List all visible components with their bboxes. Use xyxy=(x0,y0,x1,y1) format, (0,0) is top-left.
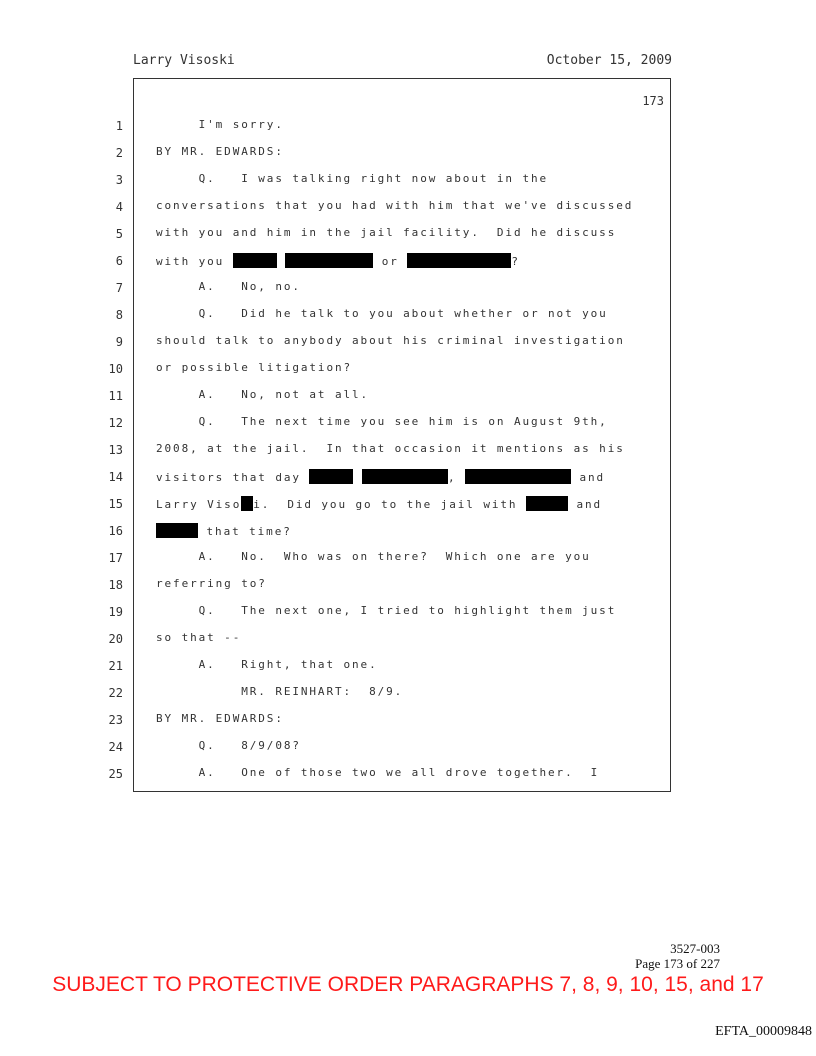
line-text-segment: ? xyxy=(511,255,520,268)
transcript-line xyxy=(0,301,816,328)
line-number: 12 xyxy=(108,416,123,430)
line-number: 18 xyxy=(108,578,123,592)
line-number: 24 xyxy=(108,740,123,754)
line-text xyxy=(156,604,616,617)
redaction-block xyxy=(309,469,353,484)
line-text xyxy=(156,442,625,455)
line-text xyxy=(156,145,284,158)
transcript-page-number: 173 xyxy=(642,94,664,108)
line-text xyxy=(156,469,605,484)
line-text-segment: Q. I was talking right now about in the xyxy=(156,172,549,185)
line-text-segment: 2008, at the jail. In that occasion it mentions as his xyxy=(156,442,625,455)
transcript-line xyxy=(0,733,816,760)
line-text xyxy=(156,523,292,538)
transcript-line xyxy=(0,706,816,733)
line-text-segment: that time? xyxy=(198,525,292,538)
deposition-date: October 15, 2009 xyxy=(546,53,672,68)
transcript-line xyxy=(0,760,816,787)
line-text-segment xyxy=(353,471,362,484)
redaction-block xyxy=(233,253,277,268)
transcript-line xyxy=(0,274,816,301)
line-text-segment: referring to? xyxy=(156,577,267,590)
bates-number: EFTA_00009848 xyxy=(715,1024,812,1039)
transcript-line xyxy=(0,571,816,598)
transcript-line xyxy=(0,328,816,355)
transcript-line xyxy=(0,490,816,517)
line-number: 13 xyxy=(108,443,123,457)
line-text-segment: I'm sorry. xyxy=(156,118,284,131)
line-number: 14 xyxy=(108,470,123,484)
line-text-segment xyxy=(277,255,286,268)
line-text-segment: and xyxy=(570,471,606,484)
line-number: 20 xyxy=(108,632,123,646)
line-text-segment: A. No, not at all. xyxy=(156,388,370,401)
transcript-line xyxy=(0,355,816,382)
redaction-block xyxy=(285,253,373,268)
line-text xyxy=(156,766,599,779)
line-text xyxy=(156,658,378,671)
line-text xyxy=(156,631,241,644)
redaction-block xyxy=(465,469,571,484)
line-number: 1 xyxy=(115,119,123,133)
line-number: 2 xyxy=(115,146,123,160)
redaction-block xyxy=(407,253,511,268)
line-text-segment: with you and him in the jail facility. Did he discuss xyxy=(156,226,617,239)
line-text-segment: Q. The next time you see him is on August 9th, xyxy=(156,415,608,428)
line-text-segment: Q. Did he talk to you about whether or not you xyxy=(156,307,608,320)
line-text xyxy=(156,550,591,563)
line-text xyxy=(156,388,369,401)
line-text xyxy=(156,226,616,239)
line-number: 11 xyxy=(108,389,123,403)
line-text xyxy=(156,685,403,698)
line-number: 8 xyxy=(115,308,123,322)
line-text-segment: or xyxy=(373,255,408,268)
line-text-segment: i. Did you go to the jail with xyxy=(253,498,526,511)
line-text xyxy=(156,496,602,511)
line-text-segment: A. One of those two we all drove together. I xyxy=(156,766,600,779)
line-text xyxy=(156,253,520,268)
line-text-segment: , xyxy=(447,471,465,484)
transcript-line xyxy=(0,625,816,652)
line-text-segment: so that -- xyxy=(156,631,242,644)
line-number: 19 xyxy=(108,605,123,619)
line-text xyxy=(156,739,301,752)
line-text xyxy=(156,172,548,185)
transcript-line xyxy=(0,112,816,139)
line-text xyxy=(156,307,608,320)
line-text-segment: Larry Viso xyxy=(156,498,242,511)
transcript-line xyxy=(0,436,816,463)
transcript-line xyxy=(0,166,816,193)
line-number: 22 xyxy=(108,686,123,700)
line-text xyxy=(156,118,284,131)
page-reference xyxy=(635,941,720,971)
line-text xyxy=(156,712,284,725)
transcript-line xyxy=(0,463,816,490)
transcript-line xyxy=(0,409,816,436)
redaction-block xyxy=(241,496,253,511)
line-text-segment: conversations that you had with him that we've discussed xyxy=(156,199,634,212)
line-text-segment: BY MR. EDWARDS: xyxy=(156,145,284,158)
line-text-segment: BY MR. EDWARDS: xyxy=(156,712,284,725)
line-text xyxy=(156,280,301,293)
line-number: 21 xyxy=(108,659,123,673)
line-text xyxy=(156,577,267,590)
line-text-segment: or possible litigation? xyxy=(156,361,353,374)
line-text-segment: A. No, no. xyxy=(156,280,301,293)
line-text-segment: A. Right, that one. xyxy=(156,658,378,671)
line-text-segment: and xyxy=(567,498,603,511)
line-text-segment: A. No. Who was on there? Which one are you xyxy=(156,550,591,563)
line-text xyxy=(156,415,608,428)
case-number: 3527-003 xyxy=(670,941,720,956)
line-text xyxy=(156,334,625,347)
transcript-line xyxy=(0,679,816,706)
transcript-line xyxy=(0,193,816,220)
line-text-segment: visitors that day xyxy=(156,471,310,484)
transcript-line xyxy=(0,652,816,679)
transcript-line xyxy=(0,544,816,571)
page-of-total: Page 173 of 227 xyxy=(635,956,720,971)
line-text xyxy=(156,361,352,374)
transcript-line xyxy=(0,247,816,274)
line-number: 25 xyxy=(108,767,123,781)
line-number: 5 xyxy=(115,227,123,241)
line-text-segment: with you xyxy=(156,255,233,268)
line-number: 6 xyxy=(115,254,123,268)
line-number: 9 xyxy=(115,335,123,349)
line-number: 23 xyxy=(108,713,123,727)
line-text-segment: should talk to anybody about his criminal investigation xyxy=(156,334,625,347)
transcript-line xyxy=(0,382,816,409)
redaction-block xyxy=(526,496,568,511)
line-text-segment: Q. 8/9/08? xyxy=(156,739,301,752)
transcript-line xyxy=(0,517,816,544)
line-text xyxy=(156,199,633,212)
line-text-segment: Q. The next one, I tried to highlight them just xyxy=(156,604,617,617)
transcript-line xyxy=(0,220,816,247)
line-number: 16 xyxy=(108,524,123,538)
redaction-block xyxy=(362,469,448,484)
line-number: 15 xyxy=(108,497,123,511)
line-number: 10 xyxy=(108,362,123,376)
transcript-line xyxy=(0,598,816,625)
line-number: 7 xyxy=(115,281,123,295)
line-number: 17 xyxy=(108,551,123,565)
line-number: 3 xyxy=(115,173,123,187)
protective-order-notice: SUBJECT TO PROTECTIVE ORDER PARAGRAPHS 7, 8, 9, 10, 15, and 17 xyxy=(52,973,764,996)
redaction-block xyxy=(156,523,198,538)
line-text-segment: MR. REINHART: 8/9. xyxy=(156,685,404,698)
line-number: 4 xyxy=(115,200,123,214)
witness-name: Larry Visoski xyxy=(133,53,235,68)
transcript-line xyxy=(0,139,816,166)
